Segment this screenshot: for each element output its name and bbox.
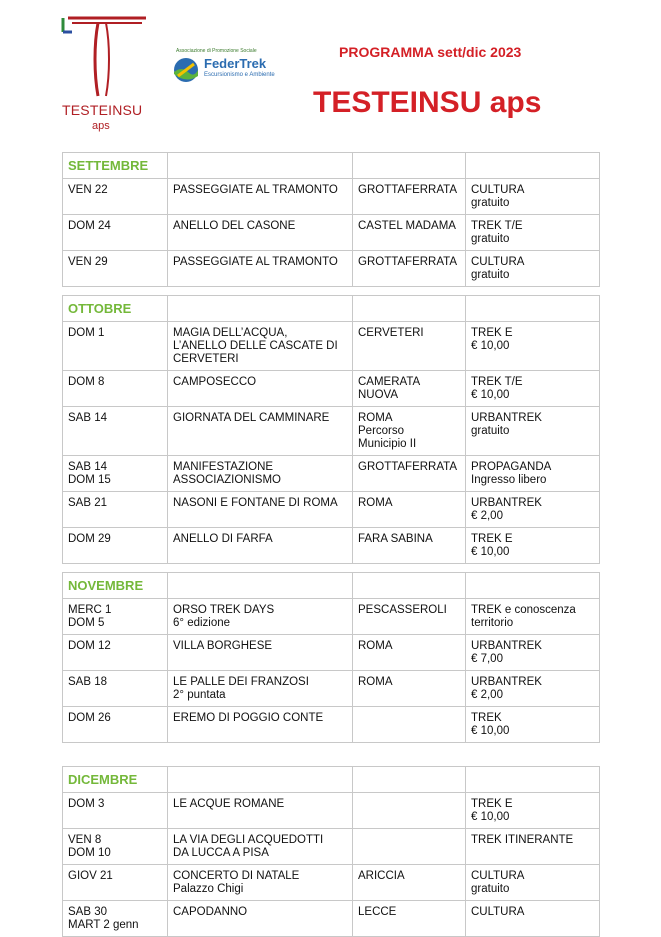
type-line: URBANTREK [471,676,542,688]
place-line: CAMERATA [358,376,421,388]
date-line: DOM 24 [68,220,111,232]
table-row [63,251,600,287]
event-line: VILLA BORGHESE [173,640,273,652]
type-line: € 10,00 [471,340,510,352]
date-line: DOM 5 [68,617,105,629]
date-line: MART 2 genn [68,919,139,931]
type-line: € 10,00 [471,546,510,558]
place-line: ROMA [358,497,393,509]
federtrek-small-text: Associazione di Promozione Sociale [176,48,257,54]
month-header-row [63,296,600,322]
event-cell [168,829,353,865]
empty-header-cell [168,296,353,322]
month-header-row [63,767,600,793]
type-cell [466,707,600,743]
event-line: 2° puntata [173,689,226,701]
table-row [63,865,600,901]
date-cell [63,492,168,528]
event-cell [168,528,353,564]
type-line: gratuito [471,197,510,209]
event-cell [168,456,353,492]
table-row [63,901,600,937]
event-cell [168,371,353,407]
type-line: TREK ITINERANTE [471,834,574,846]
month-name: DICEMBRE [63,767,168,793]
empty-header-cell [353,153,466,179]
place-line: ARICCIA [358,870,405,882]
type-cell [466,251,600,287]
place-line: ROMA [358,640,393,652]
event-line: PASSEGGIATE AL TRAMONTO [173,256,338,268]
event-cell [168,599,353,635]
type-line: gratuito [471,425,510,437]
date-line: DOM 8 [68,376,105,388]
type-line: € 10,00 [471,725,510,737]
program-title: PROGRAMMA sett/dic 2023 [339,44,522,60]
table-row [63,407,600,456]
month-name: NOVEMBRE [63,573,168,599]
place-line: Municipio II [358,438,417,450]
date-line: SAB 14 [68,461,107,473]
table-row [63,456,600,492]
type-line: gratuito [471,233,510,245]
date-line: VEN 8 [68,834,102,846]
month-name: SETTEMBRE [63,153,168,179]
place-line: GROTTAFERRATA [358,184,458,196]
type-line: € 2,00 [471,689,503,701]
date-line: DOM 1 [68,327,105,339]
place-line: FARA SABINA [358,533,433,545]
date-cell [63,251,168,287]
federtrek-logo [170,44,285,88]
type-line: CULTURA [471,256,525,268]
event-line: LE PALLE DEI FRANZOSI [173,676,309,688]
date-cell [63,635,168,671]
place-cell [353,407,466,456]
type-line: Ingresso libero [471,474,547,486]
table-row [63,371,600,407]
table-row [63,528,600,564]
place-cell [353,901,466,937]
type-cell [466,793,600,829]
event-line: MAGIA DELL’ACQUA, [173,327,288,339]
event-cell [168,407,353,456]
place-cell [353,179,466,215]
month-table-ottobre [62,295,600,564]
date-cell [63,793,168,829]
type-line: URBANTREK [471,497,542,509]
date-line: SAB 14 [68,412,107,424]
date-line: DOM 10 [68,847,111,859]
type-line: TREK [471,712,502,724]
type-line: gratuito [471,883,510,895]
type-cell [466,901,600,937]
type-line: CULTURA [471,184,525,196]
date-cell [63,456,168,492]
type-line: € 10,00 [471,389,510,401]
place-cell [353,671,466,707]
event-line: Palazzo Chigi [173,883,244,895]
date-line: SAB 18 [68,676,107,688]
empty-header-cell [466,573,600,599]
table-row [63,322,600,371]
place-cell [353,251,466,287]
table-row [63,671,600,707]
place-cell [353,865,466,901]
empty-header-cell [168,767,353,793]
date-line: GIOV 21 [68,870,113,882]
type-line: URBANTREK [471,640,542,652]
type-line: TREK E [471,798,513,810]
event-line: ANELLO DI FARFA [173,533,273,545]
date-line: VEN 29 [68,256,108,268]
type-line: PROPAGANDA [471,461,552,473]
type-line: CULTURA [471,906,525,918]
place-cell [353,599,466,635]
place-line: Percorso [358,425,405,437]
event-cell [168,793,353,829]
place-line: NUOVA [358,389,399,401]
month-name: OTTOBRE [63,296,168,322]
date-cell [63,407,168,456]
type-cell [466,635,600,671]
date-line: VEN 22 [68,184,108,196]
table-row [63,492,600,528]
table-row [63,707,600,743]
type-line: € 7,00 [471,653,503,665]
event-line: PASSEGGIATE AL TRAMONTO [173,184,338,196]
event-line: LA VIA DEGLI ACQUEDOTTI [173,834,324,846]
month-table-dicembre [62,766,600,937]
place-cell [353,829,466,865]
event-line: EREMO DI POGGIO CONTE [173,712,324,724]
empty-header-cell [353,296,466,322]
date-cell [63,671,168,707]
date-cell [63,215,168,251]
table-row [63,215,600,251]
event-line: GIORNATA DEL CAMMINARE [173,412,330,424]
date-cell [63,901,168,937]
event-cell [168,492,353,528]
place-cell [353,456,466,492]
testeinsu-logo [60,14,150,134]
empty-header-cell [466,153,600,179]
type-line: CULTURA [471,870,525,882]
table-row [63,635,600,671]
date-cell [63,865,168,901]
date-line: DOM 15 [68,474,111,486]
type-line: TREK E [471,533,513,545]
event-line: 6° edizione [173,617,231,629]
empty-header-cell [168,153,353,179]
logo-caption: TESTEINSU [62,102,143,118]
place-line: ROMA [358,412,393,424]
type-line: € 2,00 [471,510,503,522]
event-line: LE ACQUE ROMANE [173,798,285,810]
place-cell [353,492,466,528]
date-line: DOM 26 [68,712,111,724]
type-cell [466,322,600,371]
month-table-settembre [62,152,600,287]
date-cell [63,322,168,371]
date-line: DOM 12 [68,640,111,652]
event-cell [168,865,353,901]
event-line: ORSO TREK DAYS [173,604,275,616]
event-line: ANELLO DEL CASONE [173,220,296,232]
event-line: CERVETERI [173,353,239,365]
t-logo-icon [60,14,150,104]
place-line: ROMA [358,676,393,688]
date-cell [63,599,168,635]
event-line: NASONI E FONTANE DI ROMA [173,497,338,509]
type-line: TREK T/E [471,376,523,388]
type-cell [466,599,600,635]
empty-header-cell [466,767,600,793]
place-cell [353,707,466,743]
date-cell [63,371,168,407]
place-line: GROTTAFERRATA [358,461,458,473]
month-header-row [63,153,600,179]
type-line: TREK T/E [471,220,523,232]
type-cell [466,215,600,251]
event-cell [168,671,353,707]
empty-header-cell [353,767,466,793]
type-cell [466,371,600,407]
date-cell [63,179,168,215]
place-line: CERVETERI [358,327,424,339]
date-cell [63,528,168,564]
event-cell [168,179,353,215]
event-cell [168,322,353,371]
place-line: GROTTAFERRATA [358,256,458,268]
type-cell [466,671,600,707]
type-line: territorio [471,617,514,629]
month-header-row [63,573,600,599]
date-line: DOM 3 [68,798,105,810]
event-line: CONCERTO DI NATALE [173,870,300,882]
type-line: TREK e conoscenza [471,604,576,616]
date-cell [63,707,168,743]
event-cell [168,707,353,743]
place-cell [353,371,466,407]
event-line: ASSOCIAZIONISMO [173,474,281,486]
event-line: MANIFESTAZIONE [173,461,274,473]
table-row [63,793,600,829]
date-line: SAB 21 [68,497,107,509]
event-cell [168,215,353,251]
type-cell [466,456,600,492]
table-row [63,599,600,635]
type-cell [466,865,600,901]
date-line: MERC 1 [68,604,112,616]
type-cell [466,407,600,456]
globe-icon [172,56,200,84]
event-cell [168,251,353,287]
event-line: CAPODANNO [173,906,248,918]
event-cell [168,901,353,937]
event-line: DA LUCCA A PISA [173,847,269,859]
date-line: SAB 30 [68,906,107,918]
federtrek-tagline: Escursionismo e Ambiente [204,72,275,78]
type-cell [466,829,600,865]
date-line: DOM 29 [68,533,111,545]
empty-header-cell [466,296,600,322]
table-row [63,179,600,215]
event-line: L’ANELLO DELLE CASCATE DI [173,340,338,352]
logo-sub: aps [92,120,110,132]
place-line: PESCASSEROLI [358,604,447,616]
type-cell [466,492,600,528]
place-line: CASTEL MADAMA [358,220,456,232]
date-cell [63,829,168,865]
place-line: LECCE [358,906,397,918]
place-cell [353,215,466,251]
event-line: CAMPOSECCO [173,376,257,388]
type-line: TREK E [471,327,513,339]
table-row [63,829,600,865]
organization-title: TESTEINSU aps [313,86,542,119]
empty-header-cell [353,573,466,599]
type-line: URBANTREK [471,412,542,424]
type-cell [466,179,600,215]
type-line: € 10,00 [471,811,510,823]
place-cell [353,528,466,564]
empty-header-cell [168,573,353,599]
type-cell [466,528,600,564]
federtrek-name: FederTrek [204,56,267,71]
event-cell [168,635,353,671]
place-cell [353,322,466,371]
place-cell [353,635,466,671]
type-line: gratuito [471,269,510,281]
month-table-novembre [62,572,600,743]
place-cell [353,793,466,829]
